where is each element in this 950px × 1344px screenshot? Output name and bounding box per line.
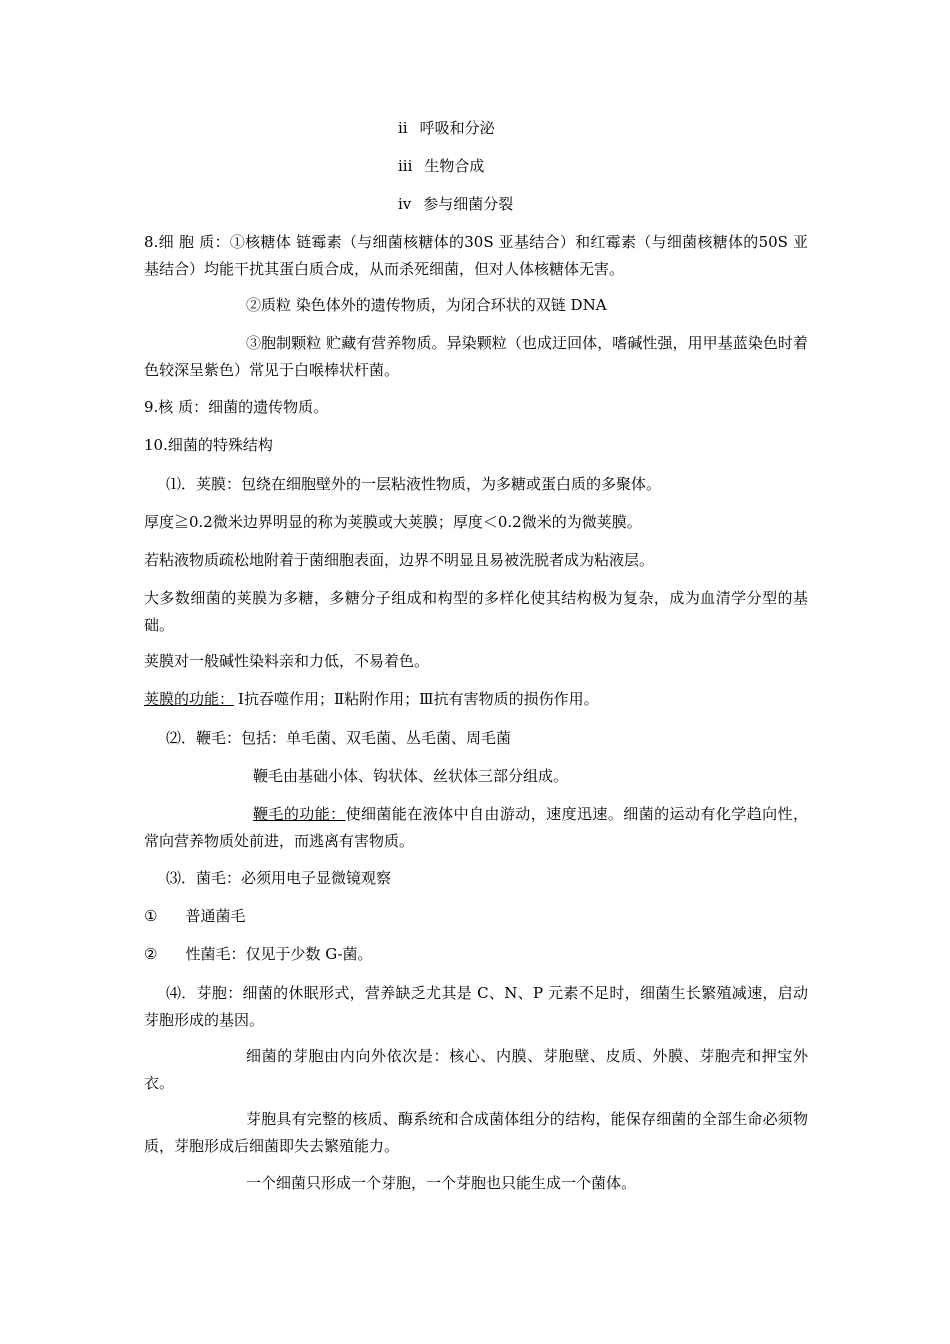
pili-item-1 — [144, 903, 245, 929]
list-item-iv — [398, 191, 513, 217]
section-9-nucleoid: 9.核 质：细菌的遗传物质。 — [144, 398, 329, 416]
list-item-number: iv — [398, 195, 412, 213]
flagella-function-text: 使细菌能在液体中自由游动，速度迅速。细菌的运动有化学趋向性，常向营养物质处前进，而逃离有害物质。 — [144, 805, 808, 850]
spore-paragraph-3: 一个细菌只形成一个芽胞，一个芽胞也只能生成一个菌体。 — [246, 1174, 637, 1192]
list-item-iii — [398, 153, 484, 179]
pili-heading: ⑶．菌毛：必须用电子显微镜观察 — [166, 869, 392, 887]
plasmid-paragraph: ②质粒 染色体外的遗传物质，为闭合环状的双链 DNA — [246, 296, 607, 314]
list-item-ii — [398, 115, 495, 141]
list-item-number: ii — [398, 119, 408, 137]
pili-item-2 — [144, 941, 373, 967]
list-item-text: 参与细菌分裂 — [423, 195, 514, 213]
capsule-paragraph-4: 荚膜对一般碱性染料亲和力低，不易着色。 — [144, 652, 430, 670]
capsule-function — [144, 686, 599, 712]
spore-paragraph-2: 芽胞具有完整的核质、酶系统和合成菌体组分的结构，能保存细菌的全部生命必须物质，芽胞形成后细菌即失去繁殖能力。 — [144, 1110, 808, 1155]
flagella-heading: ⑵．鞭毛：包括：单毛菌、双毛菌、丛毛菌、周毛菌 — [166, 729, 512, 747]
capsule-paragraph-2: 若粘液物质疏松地附着于菌细胞表面，边界不明显且易被洗脱者成为粘液层。 — [144, 551, 655, 569]
capsule-function-text: Ⅰ抗吞噬作用；Ⅱ粘附作用；Ⅲ抗有害物质的损伤作用。 — [238, 690, 599, 708]
spore-paragraph-1: 细菌的芽胞由内向外依次是：核心、内膜、芽胞壁、皮质、外膜、芽胞壳和押宝外衣。 — [144, 1047, 808, 1092]
capsule-paragraph-3: 大多数细菌的荚膜为多糖，多糖分子组成和构型的多样化使其结构极为复杂，成为血清学分型的基础。 — [144, 589, 808, 634]
capsule-heading: ⑴．荚膜：包绕在细胞壁外的一层粘液性物质，为多糖或蛋白质的多聚体。 — [166, 475, 662, 493]
flagella-paragraph-1: 鞭毛由基础小体、钩状体、丝状体三部分组成。 — [253, 767, 569, 785]
granule-paragraph: ③胞制颗粒 贮藏有营养物质。异染颗粒（也成迂回体，嗜碱性强，用甲基蓝染色时着色较深呈紫色）常见于白喉棒状杆菌。 — [144, 334, 808, 379]
flagella-function-label: 鞭毛的功能： — [253, 805, 346, 823]
spore-heading: ⑷．芽胞：细菌的休眠形式，营养缺乏尤其是 C、N、P 元素不足时，细菌生长繁殖减速，启动芽胞形成的基因。 — [144, 984, 808, 1029]
list-item-text: 呼吸和分泌 — [419, 119, 495, 137]
pili-item-2-number: ② — [144, 945, 158, 963]
pili-item-1-number: ① — [144, 907, 158, 925]
list-item-number: iii — [398, 157, 413, 175]
flagella-function — [144, 801, 808, 855]
pili-item-1-text: 普通菌毛 — [185, 907, 246, 925]
section-10-title: 10.细菌的特殊结构 — [144, 436, 273, 454]
pili-item-2-text: 性菌毛：仅见于少数 G-菌。 — [185, 945, 373, 963]
list-item-text: 生物合成 — [424, 157, 485, 175]
section-8-cytoplasm: 8.细 胞 质：①核糖体 链霉素（与细菌核糖体的30S 亚基结合）和红霉素（与细菌核糖体的50S 亚基结合）均能干扰其蛋白质合成，从而杀死细菌，但对人体核糖体无害。 — [144, 233, 808, 278]
capsule-function-label: 荚膜的功能： — [144, 690, 235, 708]
capsule-paragraph-1: 厚度≧0.2微米边界明显的称为荚膜或大荚膜；厚度＜0.2微米的为微荚膜。 — [144, 513, 642, 531]
